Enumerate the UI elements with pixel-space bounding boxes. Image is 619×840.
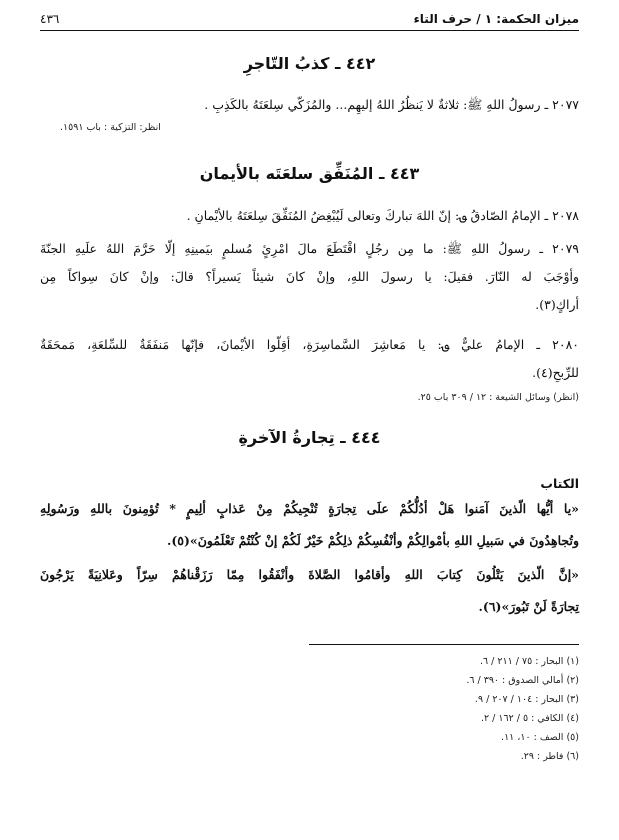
verse-2-line2: تِجارَةً لَنْ تَبُورَ»(٦).	[478, 599, 579, 614]
section-title-442: ٤٤٢ ـ كذبُ التّاجرِ	[243, 54, 376, 73]
hadith-2078: ٢٠٧٨ ـ الإمامُ الصّادقُ ؈: إنّ اللهَ تباركَ وتعالى لَيُبْغِضُ المُنَفِّقَ سِلعَتَهُ بالأيْمانِ .	[186, 208, 579, 223]
footnote-5: (٥) الصف : ١٠، ١١.	[501, 732, 579, 743]
verse-2-line1: «إنَّ الّذينَ يَتْلُونَ كِتابَ اللهِ وأقامُوا الصَّلاةَ وأنْفَقُوا مِمّا رَزَقْناهُمْ سِرّاً وعَلانِيَةً يَرْجُونَ	[40, 567, 579, 582]
hadith-2079-line3: أراكٍ(٣).	[535, 297, 579, 312]
running-header	[40, 8, 579, 31]
source-note-442: انظر: التزكية : باب ١٥٩١.	[60, 122, 161, 133]
hadith-2080-line1: ٢٠٨٠ ـ الإمامُ عليٌّ ؈: يا مَعاشِرَ السَّماسِرَةِ، أقِلّوا الأيْمانَ، فإنّها مَنفَقَةٌ للسِّلعَةِ، مَمحَقَةٌ	[40, 337, 579, 352]
verse-1-line2: وتُجاهِدُونَ في سَبيلِ اللهِ بأمْوالِكُمْ وأنْفُسِكُمْ ذلِكُمْ خَيْرٌ لَكُمْ إنْ كُنْتُمْ تَعْلَمُونَ»(٥).	[167, 533, 579, 548]
footnote-1: (١) البحار : ٧٥ / ٢١١ / ٦.	[480, 656, 579, 667]
footnote-2: (٢) أمالي الصدوق : ٣٩٠ / ٦.	[466, 675, 579, 686]
footnote-3: (٣) البحار : ١٠٤ / ٢٠٧ / ٩.	[474, 694, 579, 705]
hadith-2079-line2: وأوْجَبَ له النّارَ. فقيلَ: يا رسولَ اللهِ، وإنْ كانَ شيئاً يَسيراً؟ قالَ: وإنْ كانَ سِواكاً مِن	[40, 269, 579, 284]
footnote-rule	[309, 644, 579, 645]
section-title-443: ٤٤٣ ـ المُنَفِّق سلعَتَه بالأيمان	[199, 164, 420, 183]
running-title: ميزان الحكمة: ١ / حرف التاء	[413, 12, 579, 26]
footnote-6: (٦) فاطر : ٢٩.	[520, 751, 579, 762]
hadith-2080-line2: للرِّبحِ(٤).	[532, 365, 579, 380]
source-note-443: (انظر) وسائل الشيعة : ١٢ / ٣٠٩ باب ٢٥.	[417, 392, 579, 403]
footnote-4: (٤) الكافي : ٥ / ١٦٢ / ٢.	[481, 713, 579, 724]
page-number: ٤٣٦	[40, 12, 60, 26]
verse-1-line1: «يا أيُّها الّذينَ آمَنوا هَلْ أدُلُّكُمْ علَى تِجارَةٍ تُنْجِيكُمْ مِنْ عَذابٍ ألِيمٍ * تُؤمِنونَ باللهِ ورَسُولِهِ	[40, 501, 579, 516]
subheading-book: الكتاب	[540, 476, 579, 491]
section-title-444: ٤٤٤ ـ تِجارةُ الآخرةِ	[238, 428, 381, 447]
hadith-2077: ٢٠٧٧ ـ رسولُ اللهِ ﷺ: ثلاثةٌ لا يَنظُرُ اللهُ إليهِم... والمُزَكّي سِلعَتَهُ بالكَذِبِ .	[204, 97, 579, 112]
hadith-2079-line1: ٢٠٧٩ ـ رسولُ اللهِ ﷺ: ما مِن رجُلٍ اقْتَطَعَ مالَ امْرِئٍ مُسلمٍ بيَمينِهِ إلّا حَرَّمَ اللهُ علَيهِ الجنّةَ	[40, 241, 579, 256]
